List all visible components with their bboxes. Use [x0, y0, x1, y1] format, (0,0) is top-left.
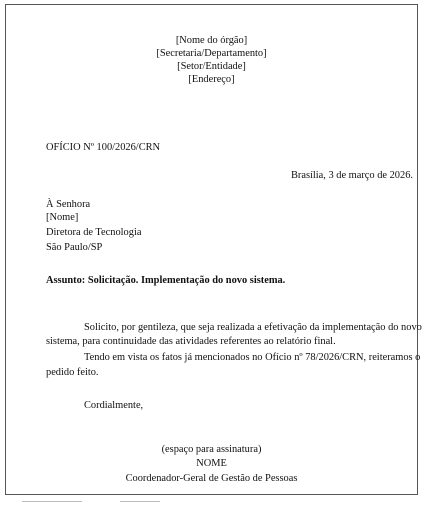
signer-title: Coordenador-Geral de Gestão de Pessoas — [125, 473, 298, 484]
closing: Cordialmente, — [84, 400, 144, 411]
header-sector: [Setor/Entidade] — [177, 61, 246, 72]
date-line: Brasília, 3 de março de 2026. — [290, 170, 413, 181]
recipient-city: São Paulo/SP — [46, 242, 103, 253]
recipient-name: [Nome] — [46, 212, 79, 223]
oficio-number: OFÍCIO Nº 100/2026/CRN — [46, 142, 161, 153]
recipient-role: Diretora de Tecnologia — [46, 227, 142, 238]
header-address: [Endereço] — [188, 74, 235, 85]
document-page — [5, 4, 422, 495]
body-paragraph-2-line-2: pedido feito. — [46, 367, 99, 378]
body-paragraph-1-line-2: sistema, para continuidade das atividades referentes ao relatório final. — [46, 336, 336, 347]
signature-placeholder: (espaço para assinatura) — [161, 444, 262, 455]
body-paragraph-1-line-1: Solicito, por gentileza, que seja realizada a efetivação da implementação do novo — [84, 322, 422, 333]
footer-divider — [120, 501, 160, 502]
footer-divider — [22, 501, 82, 502]
body-paragraph-2-line-1: Tendo em vista os fatos já mencionados no Ofício nº 78/2026/CRN, reiteramos o — [84, 352, 421, 363]
header-organ: [Nome do órgão] — [175, 35, 248, 46]
recipient-salutation: À Senhora — [46, 199, 91, 210]
subject-line: Assunto: Solicitação. Implementação do novo sistema. — [46, 275, 286, 286]
header-department: [Secretaria/Departamento] — [156, 48, 267, 59]
signer-name: NOME — [196, 458, 227, 469]
